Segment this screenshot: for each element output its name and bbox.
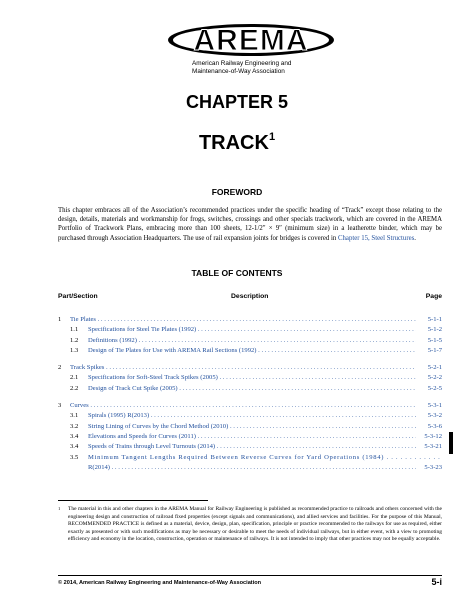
toc-label[interactable]: Specifications for Steel Tie Plates (1992) . . . [88, 325, 416, 335]
toc-row-1-3[interactable] [58, 346, 442, 356]
toc-page[interactable]: 5-3-23 [424, 463, 442, 471]
toc-row-1-2[interactable] [58, 336, 442, 346]
logo-wordmark: AREMA [193, 24, 309, 57]
toc-row-2-2[interactable] [58, 384, 442, 394]
toc-page[interactable]: 5-3-6 [427, 422, 442, 430]
org-name [192, 60, 336, 75]
footnote [58, 506, 442, 544]
toc-page[interactable]: 5-1-7 [427, 346, 442, 354]
toc-num: 1.3 [70, 346, 79, 354]
toc-page[interactable]: 5-3-21 [424, 443, 442, 451]
org-line-1: American Railway Engineering and [192, 60, 292, 67]
toc-label[interactable]: Track Spikes . . . [70, 363, 416, 373]
toc-num: 2.2 [70, 384, 79, 392]
toc-num: 3.5 [70, 453, 79, 461]
footer-copyright: © 2014, American Railway Engineering and Maintenance-of-Way Association [58, 580, 262, 586]
col-description: Description [231, 293, 269, 300]
toc-num: 1 [58, 316, 62, 323]
toc-row-3-5[interactable] [58, 453, 442, 463]
title-footnote-mark[interactable]: 1 [268, 131, 276, 143]
toc-row-1-1[interactable] [58, 325, 442, 335]
revision-bar [449, 432, 453, 454]
toc-label[interactable]: Design of Tie Plates for Use with AREMA Rail Sections (1992) . . . [88, 346, 416, 356]
arema-logo [166, 22, 336, 75]
foreword-paragraph [58, 206, 442, 243]
toc-num: 3 [58, 402, 62, 410]
track-title [0, 126, 474, 154]
toc-label[interactable]: String Lining of Curves by the Chord Method (2010) . . . [88, 422, 416, 432]
toc-page[interactable]: 5-2-5 [427, 384, 442, 392]
toc-num: 3.4 [70, 443, 79, 451]
toc-num: 2 [58, 364, 62, 372]
toc-page[interactable]: 5-3-2 [427, 412, 442, 420]
toc-label[interactable]: Specifications for Soft-Steel Track Spikes (2005) . . . [88, 373, 416, 383]
arema-logo-mark [166, 22, 336, 58]
footer-page-number: 5-i [431, 577, 442, 587]
footnote-text: The material in this and other chapters in the AREMA Manual for Railway Engineering is published as recommended practice to railroads and others concerned with the engineering design and construction of railroad fixed properties (except signals and communications), and allied services and facilities. For the purpose of this Manual, RECOMMENDED PRACTICE is defined as a material, device, design, plan, specification, principle or practice recommended to the railways for use as required, either exactly as presented or with such modifications as may be necessary or desirable to meet the needs of individual railways, but in either event, with a view to promoting efficiency and economy in the location, construction, operation or maintenance of railways. It is not intended to imply that other practices may not be equally acceptable. [68, 506, 442, 542]
toc-label[interactable]: Design of Track Cut Spike (2005) . . . [88, 384, 416, 394]
footnote-rule [58, 500, 208, 501]
foreword-text: This chapter embraces all of the Association’s recommended practices under the specific heading of “Track” except those relating to the design, details, materials and workmanship for frogs, switches, crossings and other specials trackwork, which are covered in the AREMA Portfolio of Trackwork Plans, embracing more than 100 sheets, 12-1/2″ × 9″ (minimum size) in a leatherette binder, which may be purchased through Association Headquarters. The use of rail expansion joints for bridges is covered in [58, 207, 442, 242]
toc-row-part-1[interactable] [58, 315, 442, 325]
toc-label[interactable]: Speeds of Trains through Level Turnouts (2014) . . . [88, 442, 416, 452]
col-page: Page [425, 293, 442, 300]
foreword-heading: FOREWORD [211, 187, 263, 197]
toc-page[interactable]: 5-1-5 [427, 336, 442, 344]
toc-num: 3.4 [70, 432, 79, 440]
toc-label[interactable]: R(2014) . . . [88, 463, 416, 473]
toc-row-3-5-cont[interactable] [58, 463, 442, 473]
toc-label[interactable]: Definitions (1992) . . . [88, 336, 416, 346]
footer-rule [58, 575, 442, 576]
chapter-15-link[interactable]: Chapter 15, Steel Structures [338, 234, 415, 242]
toc-row-3-2[interactable] [58, 422, 442, 432]
toc-row-part-3[interactable] [58, 401, 442, 411]
track-title-text: TRACK [198, 132, 269, 154]
col-part-section: Part/Section [58, 293, 98, 300]
org-line-2: Maintenance-of-Way Association [192, 67, 285, 75]
toc-label[interactable]: Spirals (1995) R(2013) . . . [88, 411, 416, 421]
toc-num: 3.1 [70, 412, 79, 420]
toc-heading: TABLE OF CONTENTS [191, 268, 283, 278]
toc-num: 2.1 [70, 374, 79, 382]
toc-num: 3.2 [70, 422, 79, 430]
toc-row-3-4[interactable] [58, 442, 442, 452]
toc-row-3-1[interactable] [58, 411, 442, 421]
toc-page[interactable]: 5-2-2 [427, 374, 442, 382]
toc-num: 1.2 [70, 336, 79, 344]
toc-page[interactable]: 5-1-1 [427, 316, 442, 323]
toc-label[interactable]: Elevations and Speeds for Curves (2011) . . . [88, 432, 416, 442]
foreword-end: . [414, 234, 416, 242]
toc-page[interactable]: 5-3-1 [427, 402, 442, 410]
toc-num: 1.1 [70, 326, 79, 334]
chapter-title: CHAPTER 5 [185, 92, 288, 112]
toc-page[interactable]: 5-1-2 [427, 326, 442, 334]
toc-page[interactable]: 5-3-12 [424, 432, 442, 440]
toc-page[interactable]: 5-2-1 [427, 364, 442, 372]
toc-row-part-2[interactable] [58, 363, 442, 373]
footnote-mark: 1 [58, 506, 61, 511]
toc-row-3-3[interactable] [58, 432, 442, 442]
toc-label[interactable]: Tie Plates . . . [70, 315, 416, 325]
toc-list [58, 310, 442, 473]
toc-row-2-1[interactable] [58, 373, 442, 383]
toc-label[interactable]: Curves . . . [70, 401, 416, 411]
toc-label-no-leader[interactable]: Minimum Tangent Lengths Required Between Reverse Curves for Yard Operations (1984) . . . [88, 453, 442, 463]
